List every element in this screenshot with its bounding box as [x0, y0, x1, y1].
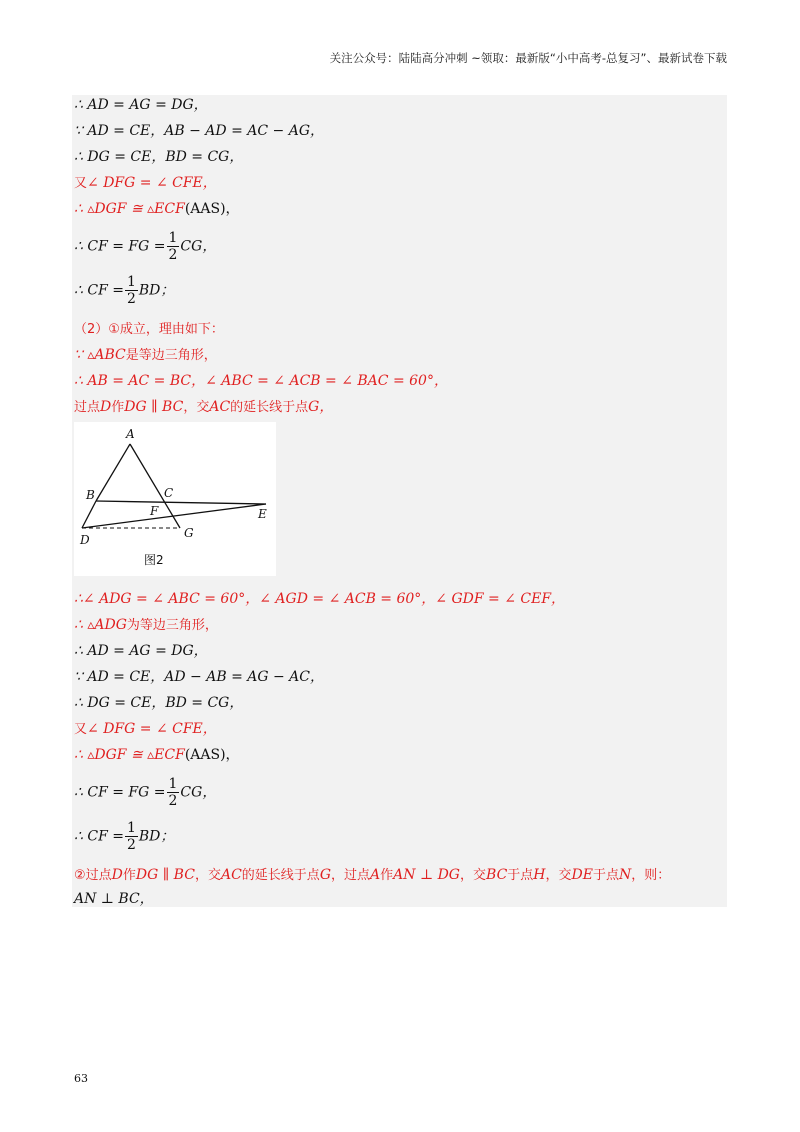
label-D: D: [80, 533, 90, 547]
label-G: G: [184, 526, 194, 540]
line-22: AN ⊥ BC，: [74, 891, 154, 907]
segment-BD: [82, 501, 96, 528]
line-5: ∴ ▵DGF ≅ ▵ECF(AAS)，: [74, 201, 240, 217]
geometry-figure: [74, 422, 276, 576]
line-11: 过点D作DG ∥ BC，交AC的延长线于点G，: [74, 399, 334, 415]
line-20: ∴ CF = $\frac{1}{2}$ BD；: [74, 820, 175, 853]
line-18: ∴ ▵DGF ≅ ▵ECF(AAS)，: [74, 747, 240, 763]
line-7: ∴ CF = $\frac{1}{2}$ BD；: [74, 274, 175, 307]
line-13: ∴ ▵ADG为等边三角形，: [74, 617, 218, 633]
label-F: F: [150, 504, 159, 518]
segment-AB: [96, 444, 130, 501]
label-E: E: [258, 507, 267, 521]
figure-caption: 图2: [144, 553, 164, 567]
fraction-half: $\frac{1}{2}$: [168, 776, 178, 809]
page-number: 63: [74, 1072, 88, 1085]
fraction-half: $\frac{1}{2}$: [168, 230, 178, 263]
label-C: C: [164, 486, 174, 500]
line-15: ∵ AD = CE，AD − AB = AG − AC，: [74, 669, 324, 685]
fraction-half: $\frac{1}{2}$: [126, 274, 136, 307]
line-2: ∵ AD = CE，AB − AD = AC − AG，: [74, 123, 324, 139]
line-19: ∴ CF = FG = $\frac{1}{2}$ CG，: [74, 776, 217, 809]
line-8: （2）①成立，理由如下：: [74, 322, 224, 337]
line-10: ∴ AB = AC = BC，∠ ABC = ∠ ACB = ∠ BAC = 60°，: [74, 373, 448, 389]
line-16: ∴ DG = CE，BD = CG，: [74, 695, 244, 711]
segment-DE: [82, 504, 266, 528]
line-17: 又∠ DFG = ∠ CFE，: [74, 721, 217, 737]
line-4: 又∠ DFG = ∠ CFE，: [74, 175, 217, 191]
line-21: ②过点D作DG ∥ BC，交AC的延长线于点G，过点A作AN ⊥ DG，交BC于点H，交DE于点N，则：: [74, 867, 671, 883]
triangle-diagram: [74, 422, 276, 576]
page-header: 关注公众号：陆陆高分冲刺 ~领取：最新版“小中高考-总复习”、最新试卷下载: [329, 51, 727, 65]
line-14: ∴ AD = AG = DG，: [74, 643, 208, 659]
line-6: ∴ CF = FG = $\frac{1}{2}$ CG，: [74, 230, 217, 263]
fraction-half: $\frac{1}{2}$: [126, 820, 136, 853]
line-9: ∵ ▵ABC是等边三角形，: [74, 347, 217, 363]
segment-BE: [96, 501, 266, 504]
line-3: ∴ DG = CE，BD = CG，: [74, 149, 244, 165]
label-A: A: [126, 427, 135, 441]
label-B: B: [86, 488, 95, 502]
line-12: ∴∠ ADG = ∠ ABC = 60°，∠ AGD = ∠ ACB = 60°，∠ GDF = ∠ CEF，: [74, 591, 566, 607]
line-1: ∴ AD = AG = DG，: [74, 97, 208, 113]
